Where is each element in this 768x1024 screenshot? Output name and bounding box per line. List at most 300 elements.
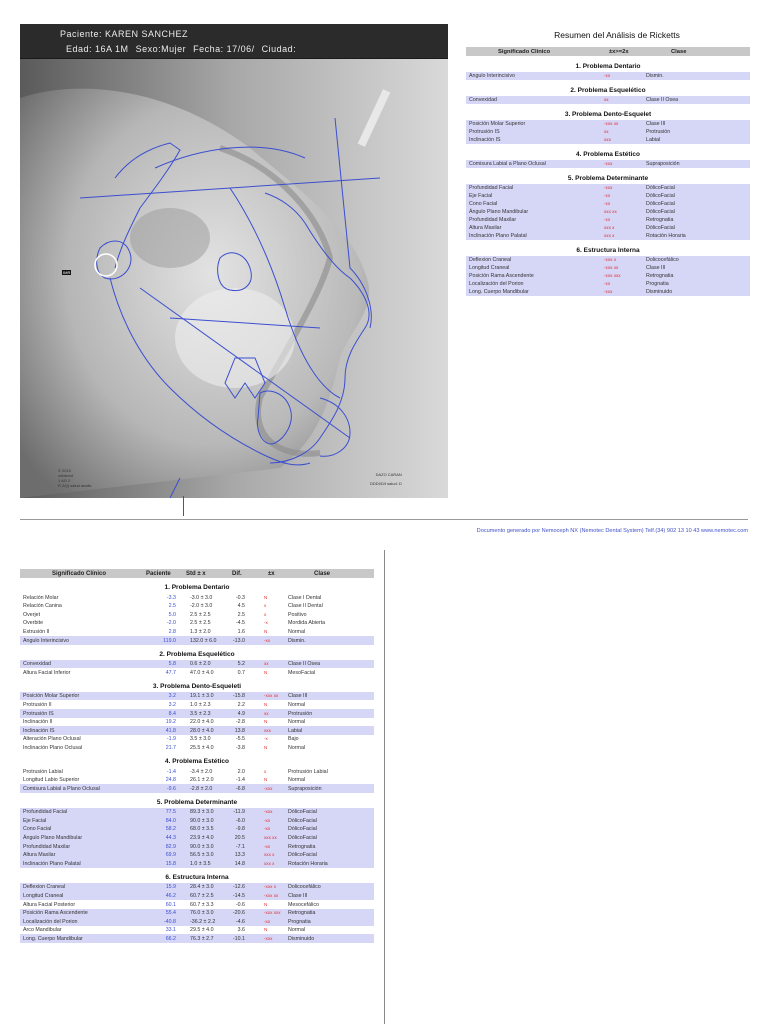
summary-row [466,72,750,80]
detail-row-diff: 13.3 [234,852,245,859]
detail-row [20,700,374,709]
xray-footer-left-line: © 2010 [58,468,71,473]
detail-row [20,851,374,860]
xray-marker-label: IMR [63,270,71,275]
detail-row-class: Clase II Dental [288,603,323,610]
detail-row-name: Overbite [23,620,44,627]
detail-row-deviation: xx [264,661,269,667]
summary-row [466,128,750,136]
detail-row [20,593,374,602]
detail-row [20,808,374,817]
detail-row-class: Clase I Dental [288,594,322,601]
detail-row-std: 2.5 ± 2.5 [190,611,211,618]
detail-row-deviation: xx [264,710,269,716]
detail-row [20,816,374,825]
summary-body [466,63,750,296]
detail-row-patient: 8.4 [168,710,176,717]
summary-section-title: 4. Problema Estético [576,151,640,158]
detail-row-patient: 66.2 [165,936,176,942]
detail-row-patient: 2.8 [168,628,176,635]
detail-row-deviation: N [264,927,268,933]
detail-row-diff: -10.1 [232,936,245,942]
detail-row-class: Normal [288,701,306,708]
patient-date: Fecha: 17/06/ [193,44,255,54]
detail-row-std: -2.0 ± 3.0 [190,603,213,610]
summary-row-deviation: xxx xx [604,209,617,215]
detail-row-std: -3.0 ± 3.0 [190,594,213,601]
detail-row-diff: -11.9 [233,809,245,816]
detail-row-class: DólicoFacial [288,826,317,833]
detail-row-class: Mordida Abierta [288,620,326,627]
summary-row-deviation: -xxx [604,161,613,167]
detail-row-std: 26.1 ± 2.0 [190,777,214,784]
summary-header-deviation: ±x>=2x [609,48,629,55]
detail-row-std: 1.0 ± 3.5 [190,860,211,867]
summary-row-name: Inclinación IS [469,137,501,144]
detail-row-std: 0.6 ± 2.0 [190,661,211,668]
detail-row [20,602,374,611]
detail-row-deviation: -xxx xx [264,893,279,899]
summary-row-name: Eje Facial [469,193,493,200]
detail-row-class: Protrusión [288,710,313,717]
detail-row-patient: -9.6 [166,785,176,792]
summary-row-class: Dolicocefálico [646,257,679,264]
xray-image [20,58,448,498]
summary-row-class: Protrusión [646,129,671,136]
summary-row-class: Disminuido [646,289,673,296]
detail-row-std: 56.5 ± 3.0 [190,852,214,859]
detail-row-class: Retrognatia [288,843,316,850]
summary-row-deviation: -xx [604,73,611,79]
detail-row-name: Altura Maxilar [23,852,56,859]
detail-row-deviation: -xx [264,637,271,643]
detail-row-class: Protrusión Labial [288,768,328,775]
detail-row-diff: -0.3 [235,594,245,601]
summary-row-class: Clase III [646,121,666,128]
detail-row-patient: 69.9 [165,852,176,859]
detail-row-name: Profundidad Facial [23,809,68,816]
summary-row-name: Posición Rama Ascendente [469,273,534,280]
detail-row-std: 2.5 ± 2.5 [190,620,211,627]
detail-row [20,833,374,842]
detail-row-class: Rotación Horaria [288,860,328,867]
detail-header-clinical: Significado Clínico [52,570,107,577]
detail-row-patient: -1.4 [166,768,176,775]
summary-row-name: Angulo Interincisivo [469,73,515,80]
detail-row-deviation: -xxx [264,936,273,941]
detail-row-patient: 82.9 [165,843,176,850]
xray-footer-left [58,468,91,488]
detail-row-patient: 33.1 [165,927,176,934]
detail-row-patient: -3.3 [166,594,176,601]
detail-row-patient: 2.5 [168,603,176,610]
detail-row-patient: 119.0 [163,637,176,644]
detail-row-std: 23.9 ± 4.0 [190,835,214,842]
detail-row-patient: 47.7 [165,669,176,676]
detail-row-diff: -20.6 [232,910,245,917]
summary-row [466,264,750,272]
detail-row-class: Normal [288,927,306,934]
detail-row-diff: -9.8 [235,826,245,833]
summary-row-class: DólicoFacial [646,225,675,232]
detail-row-name: Convexidad [23,661,51,668]
detail-row-name: Protrusión IS [23,710,54,717]
detail-row-class: Dismin. [288,637,306,644]
detail-row [20,743,374,752]
summary-row-deviation: xxx x [604,225,615,231]
xray-footer-left-line: cefalomt [58,473,74,478]
detail-row-std: 68.0 ± 3.5 [190,826,214,833]
detail-row-patient: 5.8 [168,661,176,668]
detail-row-name: Inclinación II [23,719,53,726]
detail-row-std: 19.1 ± 3.0 [190,693,214,700]
summary-row [466,160,750,168]
detail-row-class: Normal [288,628,306,635]
detail-row-diff: 4.5 [237,603,245,610]
summary-row-class: DólicoFacial [646,185,675,192]
summary-row-name: Profundidad Facial [469,185,514,192]
detail-row-std: 89.3 ± 3.0 [190,809,214,816]
detail-row-patient: -2.0 [166,620,176,627]
detail-row-diff: 20.5 [234,835,245,842]
detail-row-diff: -12.6 [232,884,245,891]
summary-row-deviation: xx [604,97,609,103]
detail-row-name: Altura Facial Posterior [23,901,76,908]
detail-row-diff: -0.6 [235,901,245,908]
summary-row-name: Protrusión IS [469,129,500,136]
summary-section-title: 6. Estructura Interna [576,247,640,254]
detail-row-diff: 2.5 [237,611,245,618]
detail-row-deviation: xxx x [264,860,275,866]
summary-row-name: Posición Molar Superior [469,121,526,128]
detail-row-patient: 58.2 [165,826,176,833]
detail-row-deviation: N [264,669,268,675]
detail-row-std: 60.7 ± 3.3 [190,901,214,908]
detail-row [20,926,374,935]
detail-row-diff: -15.8 [232,693,245,700]
detail-row-name: Relación Canina [23,603,62,610]
detail-row-name: Relación Molar [23,594,59,601]
summary-row-name: Deflexion Craneal [469,257,512,264]
patient-sex: Sexo:Mujer [135,44,187,54]
detail-row-std: 3.5 ± 2.3 [190,710,211,717]
detail-row-patient: -1.9 [166,736,176,743]
detail-row-name: Inclinación Plano Oclusal [23,744,83,751]
xray-footer-left-line: R 2/(t) salud analis [58,483,92,488]
detail-row-name: Longitud Labio Superior [23,777,80,784]
detail-row-patient: 3.2 [168,701,176,708]
detail-row-class: Disminuido [288,936,315,942]
detail-row [20,636,374,645]
detail-row-std: 28.0 ± 4.0 [190,727,214,734]
detail-row-deviation: -xx [264,826,271,832]
detail-row-deviation: N [264,701,268,707]
detail-header-row [20,569,374,578]
detail-row-class: Clase III [288,693,308,700]
detail-row [20,668,374,677]
page-divider [20,519,748,520]
detail-section-title: 1. Problema Dentario [164,584,230,591]
summary-row [466,120,750,128]
detail-row-diff: -2.8 [235,719,245,726]
summary-row-class: Clase II Osea [646,97,679,104]
summary-row-name: Altura Maxilar [469,225,502,232]
summary-row-deviation: -xx [604,193,611,199]
summary-row [466,288,750,296]
detail-row-deviation: -xxx [264,809,273,815]
detail-row-diff: 2.0 [237,768,245,775]
detail-row-name: Posición Rama Ascendente [23,910,88,917]
xray-footer-right-line: DAZO CARAN [375,472,402,477]
detail-row [20,735,374,744]
summary-row [466,216,750,224]
detail-row-class: Supraposición [288,785,322,792]
detail-header-deviation: ±x [268,570,275,577]
detail-row-patient: 24.8 [165,777,176,784]
detail-row-std: 90.0 ± 3.0 [190,817,214,824]
summary-row-name: Long. Cuerpo Mandibular [469,289,529,296]
detail-row-deviation: xxx x [264,852,275,858]
detail-row-class: Dolicocefálico [288,884,321,891]
detail-row-name: Protrusión II [23,701,52,708]
detail-row-std: -2.8 ± 2.0 [190,785,213,792]
detail-row-std: -36.2 ± 2.2 [190,918,216,925]
detail-header-std: Std ± x [186,570,206,577]
detail-row-deviation: xxx xx [264,835,277,841]
detail-row-patient: 41.8 [165,727,176,734]
detail-row [20,825,374,834]
detail-row-name: Long. Cuerpo Mandibular [23,936,83,942]
patient-age: Edad: 16A 1M [66,44,129,54]
summary-row [466,256,750,264]
detail-row-name: Comisura Labial a Plano Oclusal [23,785,100,792]
detail-row [20,709,374,718]
detail-row-diff: 13.8 [234,727,245,734]
detail-row [20,718,374,727]
summary-header-class: Clase [671,48,687,55]
detail-row-name: Eje Facial [23,817,47,824]
patient-name: Paciente: KAREN SANCHEZ [60,29,189,39]
summary-row-class: Prognatia [646,281,669,288]
cephalometric-xray-panel [20,24,448,498]
xray-footer-right-line: DDDI/D/t salud: D [370,481,402,486]
summary-row-class: Clase III [646,265,666,272]
detail-row-class: Mesocefálico [288,901,319,908]
detail-row-diff: -7.1 [235,843,245,850]
summary-row-class: Supraposición [646,161,680,168]
detail-row-class: Prognatia [288,918,311,925]
patient-details [66,44,300,54]
detail-section-title: 3. Problema Dento-Esqueleti [152,682,242,690]
detail-row-std: -3.4 ± 2.0 [190,768,213,775]
summary-row [466,192,750,200]
detail-row-std: 25.5 ± 4.0 [190,744,214,751]
detail-row-deviation: N [264,628,268,634]
detail-row [20,900,374,909]
summary-row [466,208,750,216]
detail-row-deviation: N [264,594,268,600]
document-footer-note: Documento generado por Nemoceph NX (Nemotec Dental System) Telf.(34) 902 13 10 43 www.nemotec.com [476,528,748,534]
detail-row-diff: 1.6 [237,628,245,635]
detail-section-title: 4. Problema Estético [165,757,229,765]
summary-row [466,232,750,240]
summary-row-deviation: xxx x [604,233,615,239]
detail-row-name: Ángulo Plano Mandibular [23,835,83,842]
summary-row-deviation: xx [604,129,609,135]
detail-row-class: DólicoFacial [288,809,317,816]
detail-row-name: Deflexion Craneal [23,884,66,891]
summary-row-name: Convexidad [469,97,497,104]
detail-row-std: 28.4 ± 3.0 [190,884,214,891]
detail-row-diff: 3.6 [237,927,245,934]
detail-row-patient: 84.0 [165,817,176,824]
detail-row [20,842,374,851]
detail-row-class: Normal [288,777,306,784]
detail-row-class: DólicoFacial [288,852,317,859]
detail-row [20,891,374,900]
detail-row [20,859,374,868]
detail-row-deviation: -x [264,736,268,742]
detail-row-std: 76.3 ± 2.7 [190,936,214,942]
detail-row-deviation: N [264,777,268,783]
detail-row-deviation: -xxx xxx [264,910,281,916]
summary-row-deviation: -xxx [604,289,613,295]
detail-row-name: Cono Facial [23,826,52,833]
detail-row-diff: -4.6 [235,918,245,925]
detail-row-class: DólicoFacial [288,835,317,842]
detail-row-class: Bajo [288,736,299,743]
detail-row-class: MesoFacial [288,669,316,676]
detail-row-std: 1.3 ± 2.0 [190,628,211,635]
detail-row-name: Inclinación Plano Palatal [23,860,81,867]
xray-tracing [20,58,448,498]
summary-row-name: Localización del Porion [469,281,524,288]
detail-row-diff: 5.2 [237,661,245,668]
detail-row [20,627,374,636]
detail-row-diff: -4.5 [235,620,245,627]
detail-row-name: Longitud Craneal [23,893,64,900]
summary-row-name: Inclinación Plano Palatal [469,233,527,240]
summary-header-clinical: Significado Clínico [498,48,551,55]
summary-row [466,272,750,280]
summary-row-name: Longitud Craneal [469,265,510,272]
detail-row [20,610,374,619]
detail-row-diff: -14.5 [232,893,245,900]
summary-row-name: Ángulo Plano Mandibular [469,209,529,216]
detail-row-std: 22.0 ± 4.0 [190,719,214,726]
summary-row-deviation: -xxx xx [604,121,619,127]
detail-row-patient: 3.2 [168,693,176,700]
detail-row-deviation: -xxx [264,785,273,791]
detail-row-std: 3.5 ± 3.0 [190,736,211,743]
detail-row [20,660,374,669]
detail-body [20,584,374,943]
detail-row-std: 132.0 ± 6.0 [190,637,217,644]
detail-row-diff: -6.0 [235,817,245,824]
summary-row-name: Cono Facial [469,201,498,208]
detail-row-name: Extrusión II [23,628,50,635]
detail-header-diff: Dif. [232,570,242,577]
detail-row-deviation: xxx [264,727,271,733]
detail-row-deviation: -xx [264,817,271,823]
summary-row [466,224,750,232]
detail-row-deviation: -xx [264,918,271,924]
detail-row-patient: 5.0 [168,611,176,618]
summary-row-class: DólicoFacial [646,209,675,216]
detail-row-deviation: N [264,901,268,907]
summary-row-class: Retrognatia [646,273,674,280]
detail-row [20,619,374,628]
detail-row-patient: 60.1 [165,901,176,908]
summary-title: Resumen del Análisis de Ricketts [554,30,680,40]
detail-row-name: Angulo Interincisivo [23,637,69,644]
detail-row-name: Overjet [23,611,41,618]
xray-footer-left-line: 1 AO 2 [58,478,71,483]
patient-header [20,24,448,59]
summary-row-deviation: -xx [604,217,611,223]
detail-row-deviation: N [264,719,268,725]
detail-section-title: 5. Problema Determinante [156,798,238,806]
detail-row-diff: 0.7 [237,669,245,676]
detail-row-deviation: x [264,768,267,774]
detail-header-class: Clase [314,570,331,577]
detail-row-name: Localización del Porion [23,918,78,925]
summary-row-class: DólicoFacial [646,201,675,208]
detail-row-name: Profundidad Maxilar [23,843,71,850]
summary-row-deviation: -xx [604,201,611,207]
summary-row [466,136,750,144]
detail-row [20,692,374,701]
detail-row [20,784,374,793]
detail-row-patient: 55.4 [165,910,176,917]
detail-row [20,917,374,926]
detail-row-deviation: -xxx xx [264,693,279,699]
detail-row-name: Altura Facial Inferior [23,669,71,676]
detail-row-patient: 77.5 [165,809,176,816]
summary-row-deviation: -xxx [604,185,613,191]
summary-row-deviation: -xx [604,281,611,287]
detail-row-patient: 46.2 [165,893,176,900]
detail-row-class: DólicoFacial [288,817,317,824]
summary-row-class: Dismin. [646,73,664,80]
column-divider [384,550,385,1024]
detail-row-std: 76.0 ± 3.0 [190,910,214,917]
detail-row-class: Positivo [288,611,307,618]
summary-row-deviation: -xxx xxx [604,273,621,279]
detail-row-deviation: x [264,611,267,617]
summary-row-deviation: xxx [604,137,611,143]
detail-row-deviation: -xx [264,843,271,849]
detail-row-deviation: -xxx x [264,884,276,890]
detail-row-std: 47.0 ± 4.0 [190,669,214,676]
detail-row-diff: -1.4 [235,777,245,784]
patient-city: Ciudad: [261,44,297,54]
detail-row-std: 60.7 ± 2.5 [190,893,214,900]
detail-row [20,934,374,943]
summary-section-title: 2. Problema Esquelético [570,87,646,94]
summary-row-deviation: -xxx xx [604,265,619,271]
detail-row-diff: -13.0 [232,637,245,644]
detail-row-deviation: N [264,744,268,750]
detail-row [20,776,374,785]
xray-footer-right [370,470,402,488]
detail-row-class: Retrognatia [288,910,316,917]
summary-row-name: Profundidad Maxilar [469,217,517,224]
detail-row-class: Normal [288,744,306,751]
detail-row-class: Normal [288,719,306,726]
summary-section-title: 3. Problema Dento-Esquelet [564,111,652,118]
detail-row-std: 90.0 ± 3.0 [190,843,214,850]
